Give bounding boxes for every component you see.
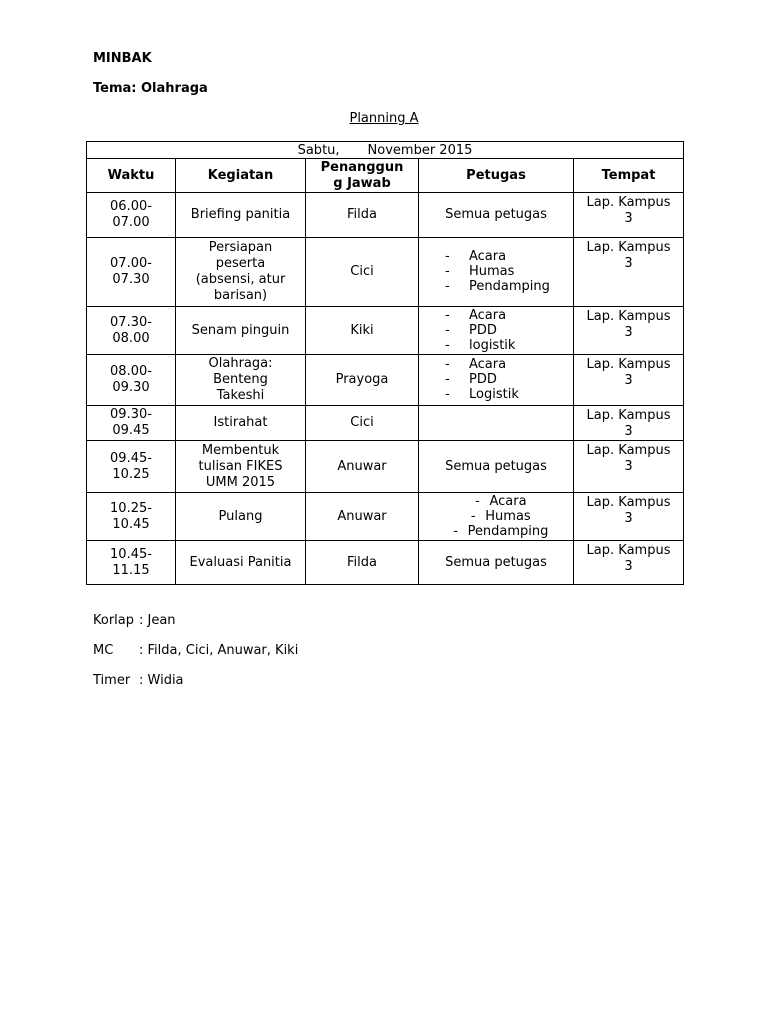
time-cell: 10.25- 10.45 [87,493,176,541]
activity-cell: Istirahat [176,406,306,441]
schedule-row [87,541,684,585]
staff-list [445,357,519,402]
staff-item: - PDD [445,372,497,387]
col-tempat: Tempat [574,159,684,193]
pic-cell: Kiki [306,307,419,355]
place-cell: Lap. Kampus 3 [574,193,684,238]
schedule-row [87,193,684,238]
staff-item: - Acara [445,307,507,323]
pic-cell: Cici [306,406,419,441]
activity-cell: Senam pinguin [176,307,306,355]
place-cell: Lap. Kampus 3 [574,441,684,493]
staff-list [445,249,550,294]
staff-cell [419,238,574,307]
time-cell: 09.30- 09.45 [87,406,176,441]
col-kegiatan: Kegiatan [176,159,306,193]
schedule-table [86,141,684,585]
staff-item: - Acara [475,494,527,509]
time-cell: 10.45- 11.15 [87,541,176,585]
time-cell: 09.45- 10.25 [87,441,176,493]
staff-cell [419,493,574,541]
org-name: MINBAK [93,51,152,66]
time-cell: 07.00- 07.30 [87,238,176,307]
korlap-line: Korlap : Jean [93,613,176,628]
place-cell: Lap. Kampus 3 [574,307,684,355]
pic-cell: Filda [306,193,419,238]
date-row [87,142,684,159]
schedule-row [87,493,684,541]
staff-item: - Acara [445,357,507,372]
staff-list [422,494,570,539]
staff-cell [419,307,574,355]
timer-line: Timer : Widia [93,673,184,688]
activity-cell: Olahraga: Benteng Takeshi [176,355,306,406]
staff-cell [419,406,574,441]
activity-cell: Evaluasi Panitia [176,541,306,585]
mc-line: MC : Filda, Cici, Anuwar, Kiki [93,643,299,658]
staff-cell [419,355,574,406]
schedule-row [87,355,684,406]
staff-item: - Logistik [445,387,519,402]
staff-cell: Semua petugas [419,193,574,238]
activity-cell: Briefing panitia [176,193,306,238]
place-cell: Lap. Kampus 3 [574,493,684,541]
month-year: November 2015 [367,142,473,158]
time-cell: 08.00- 09.30 [87,355,176,406]
activity-cell: Pulang [176,493,306,541]
staff-item: - Humas [445,264,515,279]
staff-list [445,308,515,353]
place-cell: Lap. Kampus 3 [574,406,684,441]
place-cell: Lap. Kampus 3 [574,238,684,307]
pic-cell: Prayoga [306,355,419,406]
staff-item: - Acara [445,249,507,264]
schedule-row [87,441,684,493]
pic-cell: Filda [306,541,419,585]
day-label: Sabtu, [297,142,340,158]
place-cell: Lap. Kampus 3 [574,355,684,406]
col-penanggung-jawab: Penanggun g Jawab [306,159,419,193]
header-row [87,159,684,193]
schedule-row [87,307,684,355]
plan-title: Planning A [349,111,419,126]
theme-line: Tema: Olahraga [93,81,208,96]
activity-cell: Persiapan peserta (absensi, atur barisan) [176,238,306,307]
staff-cell: Semua petugas [419,541,574,585]
staff-item: - Pendamping [445,279,550,294]
time-cell: 07.30- 08.00 [87,307,176,355]
col-petugas: Petugas [419,159,574,193]
place-cell: Lap. Kampus 3 [574,541,684,585]
pic-cell: Cici [306,238,419,307]
col-waktu: Waktu [87,159,176,193]
pic-cell: Anuwar [306,493,419,541]
time-cell: 06.00- 07.00 [87,193,176,238]
schedule-row [87,238,684,307]
schedule-row [87,406,684,441]
staff-cell: Semua petugas [419,441,574,493]
staff-item: - Humas [470,509,531,524]
staff-item: - PDD [445,322,497,338]
staff-item: - logistik [445,337,516,353]
staff-item: - Pendamping [453,524,549,539]
activity-cell: Membentuk tulisan FIKES UMM 2015 [176,441,306,493]
pic-cell: Anuwar [306,441,419,493]
